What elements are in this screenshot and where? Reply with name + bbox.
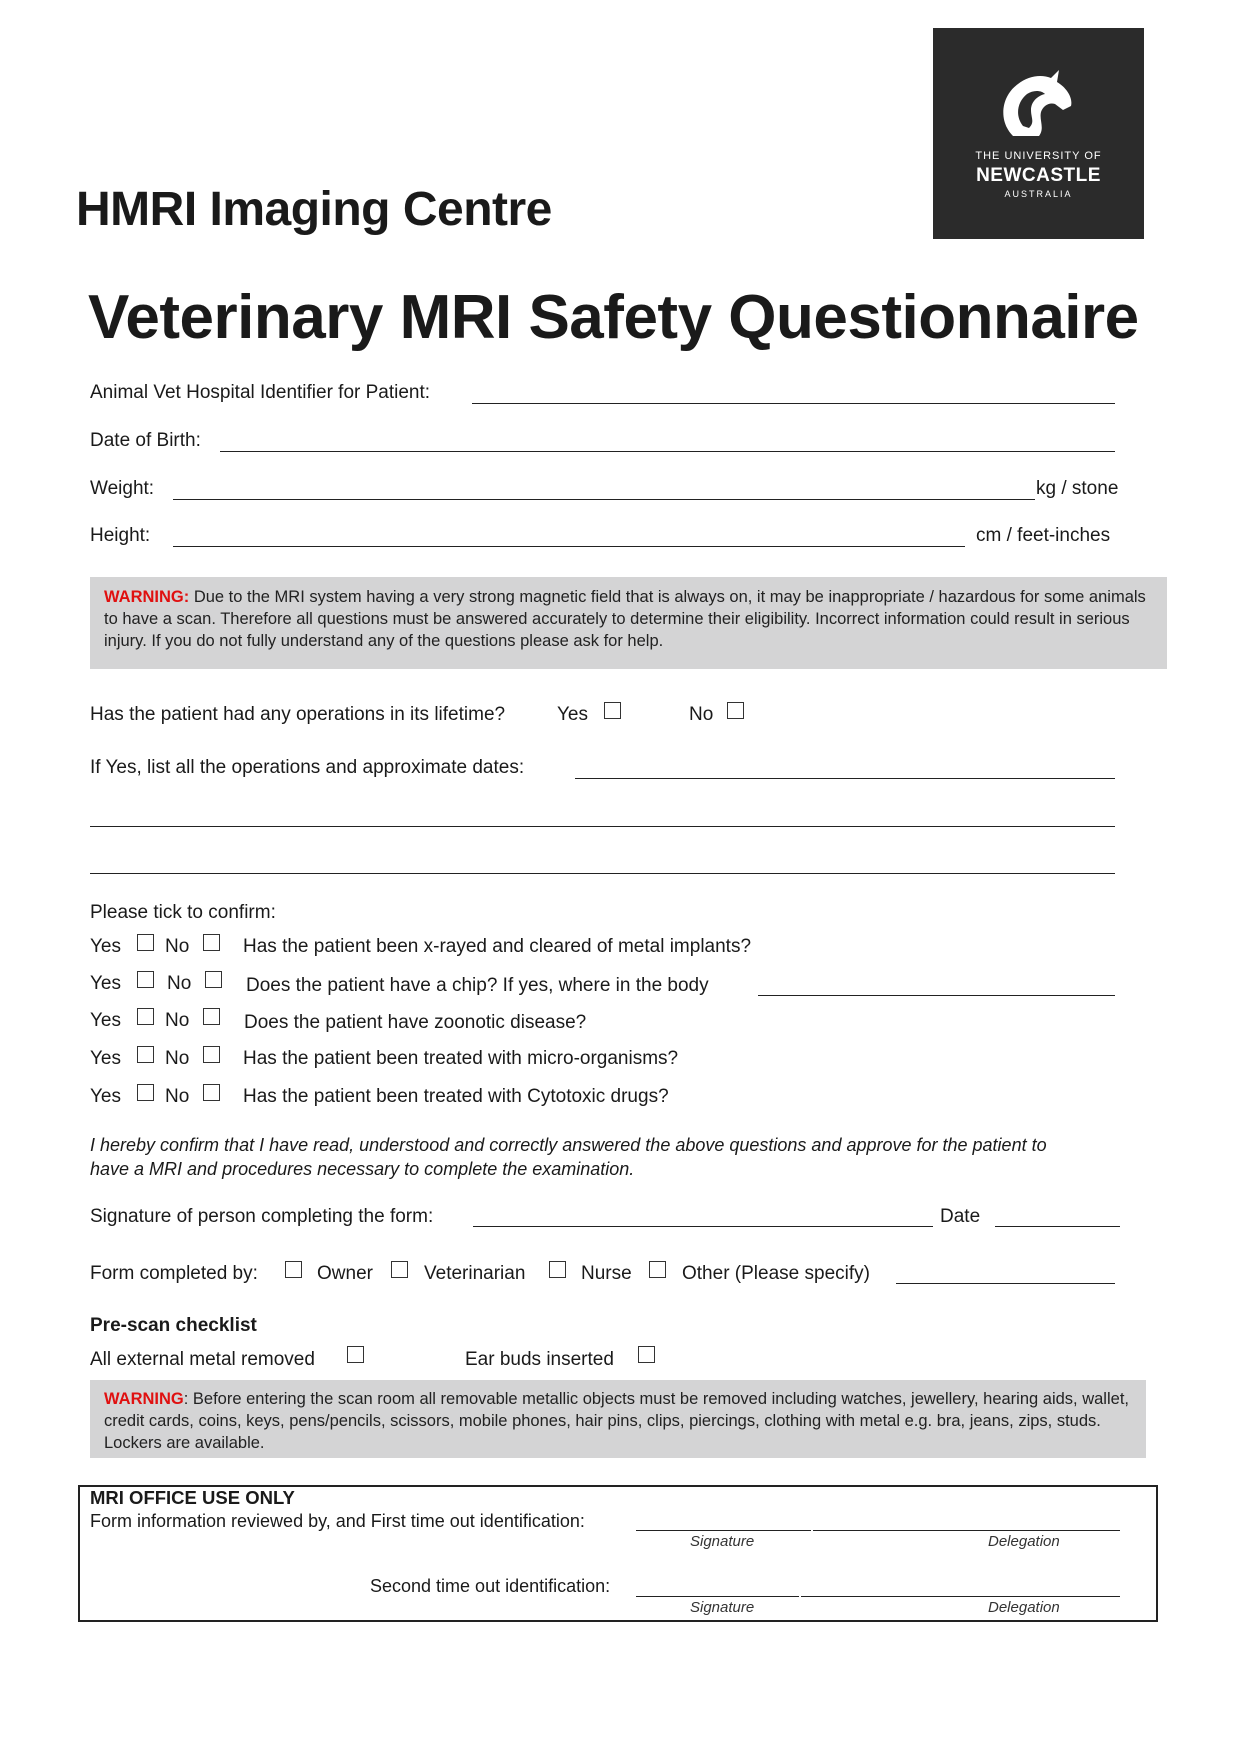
operations-list-field-3[interactable] <box>90 873 1115 874</box>
warning-2-label: WARNING <box>104 1390 184 1408</box>
signature-field[interactable] <box>473 1226 933 1227</box>
warning-2-body: : Before entering the scan room all removable metallic objects must be removed including watches, jewellery, hearing aids, wallet, credit cards, coins, keys, pens/pencils, scissors, mobile phones, hair pins, clips, piercings, clothing with metal e.g. bra, jeans, zips, studs. Lockers are available. <box>104 1390 1129 1452</box>
other-specify-field[interactable] <box>896 1283 1115 1284</box>
q5-yes-label: Yes <box>90 1086 121 1107</box>
chip-location-field[interactable] <box>758 995 1115 996</box>
prescan-heading: Pre-scan checklist <box>90 1315 257 1336</box>
date-field[interactable] <box>995 1226 1120 1227</box>
second-timeout-label: Second time out identification: <box>370 1576 611 1596</box>
logo-line3: AUSTRALIA <box>1004 189 1073 199</box>
dob-label: Date of Birth: <box>90 430 201 451</box>
first-delegation-field[interactable] <box>813 1530 1120 1531</box>
q2-yes-checkbox[interactable] <box>137 971 154 988</box>
owner-checkbox[interactable] <box>285 1261 302 1278</box>
second-signature-caption: Signature <box>690 1599 755 1616</box>
second-signature-field[interactable] <box>636 1596 799 1597</box>
operations-no-checkbox[interactable] <box>727 702 744 719</box>
q5-text: Has the patient been treated with Cytotoxic drugs? <box>243 1086 669 1107</box>
warning-2-text <box>90 1380 1146 1454</box>
metal-removed-checkbox[interactable] <box>347 1346 364 1363</box>
confirm-heading: Please tick to confirm: <box>90 902 276 923</box>
veterinarian-checkbox[interactable] <box>391 1261 408 1278</box>
second-delegation-field[interactable] <box>801 1596 1120 1597</box>
q3-no-checkbox[interactable] <box>203 1008 220 1025</box>
operations-list-field-2[interactable] <box>90 826 1115 827</box>
q4-yes-checkbox[interactable] <box>137 1046 154 1063</box>
warning-text <box>90 577 1167 652</box>
q3-no-label: No <box>165 1010 190 1031</box>
q3-text: Does the patient have zoonotic disease? <box>244 1012 587 1033</box>
first-signature-caption: Signature <box>690 1533 755 1550</box>
q4-yes-label: Yes <box>90 1048 121 1069</box>
first-signature-field[interactable] <box>636 1530 811 1531</box>
warning-box <box>90 577 1167 669</box>
weight-unit: kg / stone <box>1036 478 1119 499</box>
veterinarian-label: Veterinarian <box>424 1263 526 1284</box>
second-delegation-caption: Delegation <box>988 1599 1060 1616</box>
office-heading: MRI OFFICE USE ONLY <box>90 1487 295 1508</box>
warning-label: WARNING: <box>104 588 190 606</box>
q2-no-checkbox[interactable] <box>205 971 222 988</box>
operations-yes-checkbox[interactable] <box>604 702 621 719</box>
height-label: Height: <box>90 525 151 546</box>
metal-removed-label: All external metal removed <box>90 1349 315 1370</box>
operations-question: Has the patient had any operations in its lifetime? <box>90 704 506 725</box>
q5-yes-checkbox[interactable] <box>137 1084 154 1101</box>
weight-field[interactable] <box>173 499 1035 500</box>
first-delegation-caption: Delegation <box>988 1533 1060 1550</box>
q1-no-checkbox[interactable] <box>203 934 220 951</box>
other-checkbox[interactable] <box>649 1261 666 1278</box>
operations-yes-label: Yes <box>557 704 588 725</box>
identifier-field[interactable] <box>472 403 1115 404</box>
earbuds-checkbox[interactable] <box>638 1346 655 1363</box>
dob-field[interactable] <box>220 451 1115 452</box>
first-timeout-label: Form information reviewed by, and First time out identification: <box>90 1511 585 1531</box>
q1-text: Has the patient been x-rayed and cleared of metal implants? <box>243 936 752 957</box>
horse-head-icon <box>993 66 1083 146</box>
height-unit: cm / feet-inches <box>976 525 1111 546</box>
other-label: Other (Please specify) <box>682 1263 870 1284</box>
operations-list-label: If Yes, list all the operations and approximate dates: <box>90 757 525 778</box>
q1-yes-label: Yes <box>90 936 121 957</box>
page-title: Veterinary MRI Safety Questionnaire <box>88 283 1139 352</box>
owner-label: Owner <box>317 1263 373 1284</box>
warning-box-2 <box>90 1380 1146 1458</box>
q5-no-label: No <box>165 1086 190 1107</box>
logo-line1: THE UNIVERSITY OF <box>975 150 1102 162</box>
q4-no-label: No <box>165 1048 190 1069</box>
q2-no-label: No <box>167 973 192 994</box>
nurse-checkbox[interactable] <box>549 1261 566 1278</box>
q2-text: Does the patient have a chip? If yes, where in the body <box>246 975 709 996</box>
operations-list-field-1[interactable] <box>575 778 1115 779</box>
logo-line2: NEWCASTLE <box>976 165 1101 186</box>
earbuds-label: Ear buds inserted <box>465 1349 614 1370</box>
operations-no-label: No <box>689 704 714 725</box>
q4-no-checkbox[interactable] <box>203 1046 220 1063</box>
q5-no-checkbox[interactable] <box>203 1084 220 1101</box>
q3-yes-label: Yes <box>90 1010 121 1031</box>
declaration-line-2: have a MRI and procedures necessary to complete the examination. <box>90 1159 635 1179</box>
centre-name: HMRI Imaging Centre <box>76 183 552 236</box>
height-field[interactable] <box>173 546 965 547</box>
q4-text: Has the patient been treated with micro-organisms? <box>243 1048 679 1069</box>
declaration-line-1: I hereby confirm that I have read, understood and correctly answered the above questions and approve for the patient to <box>90 1135 1047 1155</box>
signature-label: Signature of person completing the form: <box>90 1206 434 1227</box>
weight-label: Weight: <box>90 478 155 499</box>
university-logo <box>933 28 1144 239</box>
identifier-label: Animal Vet Hospital Identifier for Patient: <box>90 382 431 403</box>
warning-body: Due to the MRI system having a very strong magnetic field that is always on, it may be inappropriate / hazardous for some animals to have a scan. Therefore all questions must be answered accurately to determine their eligibility. Incorrect information could result in serious injury. If you do not fully understand any of the questions please ask for help. <box>104 588 1146 650</box>
q2-yes-label: Yes <box>90 973 121 994</box>
completed-by-label: Form completed by: <box>90 1263 258 1284</box>
q1-yes-checkbox[interactable] <box>137 934 154 951</box>
date-label: Date <box>940 1206 981 1227</box>
nurse-label: Nurse <box>581 1263 632 1284</box>
q3-yes-checkbox[interactable] <box>137 1008 154 1025</box>
q1-no-label: No <box>165 936 190 957</box>
